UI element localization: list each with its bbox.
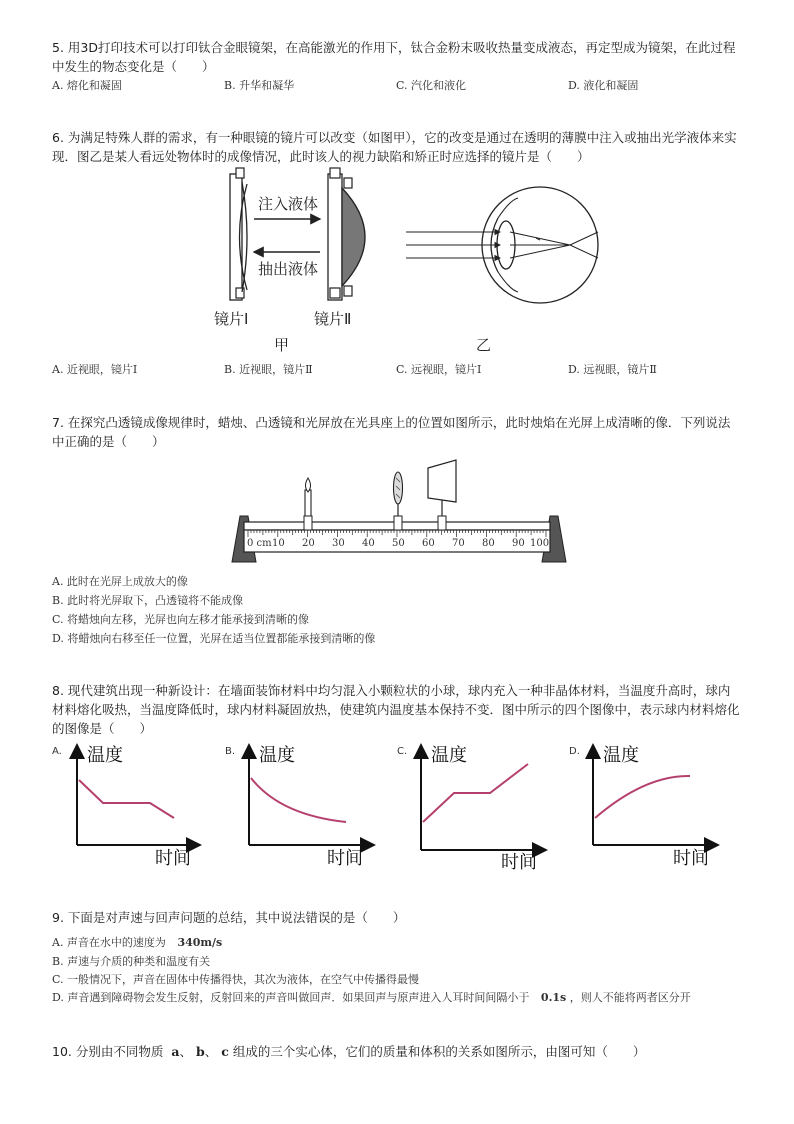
q6-options [52, 361, 742, 377]
graph-d [569, 745, 718, 869]
q6-option-d[interactable]: D. 远视眼，镜片Ⅱ [568, 363, 657, 376]
q10-a: a [171, 1044, 180, 1059]
question-8 [52, 681, 742, 738]
q9-option-a-text: A. 声音在水中的速度为 [52, 936, 166, 949]
q7-option-a[interactable]: A. 此时在光屏上成放大的像 [52, 575, 188, 588]
graph-d-ylabel: 温度 [603, 745, 639, 766]
ruler-label-20: 20 [302, 538, 315, 549]
ruler-label-50: 50 [392, 538, 405, 549]
q6-stem: 6. 为满足特殊人群的需求，有一种眼镜的镜片可以改变（如图甲），它的改变是通过在透明的薄膜中注入或抽出光学液体来实现．图乙是某人看远处物体时的成像情况，此时该人的视力缺陷和矫正时应选择的镜片是（ ） [52, 130, 737, 164]
graph-a-letter: A. [52, 746, 62, 757]
q8-graphs [0, 735, 794, 875]
q5-stem: 5. 用3D打印技术可以打印钛合金眼镜架，在高能激光的作用下，钛合金粉末吸收热量变成液态，再定型成为镜架，在此过程中发生的物态变化是（ ） [52, 40, 736, 74]
graph-d-letter: D. [569, 746, 580, 757]
graph-a-xlabel: 时间 [155, 848, 191, 869]
q9-option-a-value: 340m/s [177, 936, 223, 949]
ruler-label-60: 60 [422, 538, 435, 549]
q7-optical-bench [0, 450, 794, 570]
q10-stem [52, 1042, 742, 1061]
ruler-unit: 0 cm [247, 538, 272, 549]
q9-option-a[interactable] [52, 933, 222, 952]
q7-option-b[interactable]: B. 此时将光屏取下，凸透镜将不能成像 [52, 594, 244, 607]
graph-c-xlabel: 时间 [501, 852, 537, 873]
candle [304, 478, 312, 530]
ruler-label-80: 80 [482, 538, 495, 549]
figure-jia-label: 甲 [274, 336, 290, 354]
lens-1-drawing [230, 168, 247, 300]
q10-sep2: 、 [204, 1044, 218, 1059]
q9-option-d-suffix: ，则人不能将两者区分开 [569, 991, 691, 1004]
extract-label: 抽出液体 [258, 260, 319, 278]
question-9 [52, 908, 742, 1004]
graph-b-curve [251, 778, 346, 822]
convex-lens [394, 472, 403, 530]
ruler-label-30: 30 [332, 538, 345, 549]
q9-option-d-value: 0.1s [540, 991, 567, 1004]
graph-b-xlabel: 时间 [327, 848, 363, 869]
ruler-label-70: 70 [452, 538, 465, 549]
q10-suffix: 组成的三个实心体，它们的质量和体积的关系如图所示，由图可知（ ） [232, 1044, 646, 1059]
ruler-label-40: 40 [362, 538, 375, 549]
question-7 [52, 413, 742, 451]
q6-figure [0, 0, 794, 360]
graph-a-ylabel: 温度 [87, 745, 123, 766]
lens-2-label: 镜片Ⅱ [314, 310, 352, 328]
q10-prefix: 10. 分别由不同物质 [52, 1044, 164, 1059]
figure-yi-label: 乙 [476, 336, 492, 354]
ruler-label-100: 100 [530, 538, 550, 549]
q9-option-d-text: D. 声音遇到障碍物会发生反射，反射回来的声音叫做回声．如果回声与原声进入人耳时间间隔小于 [52, 991, 530, 1004]
graph-a [52, 745, 200, 869]
graph-c-curve [423, 764, 528, 822]
lens-1-label: 镜片Ⅰ [214, 310, 249, 328]
q10-b: b [195, 1044, 205, 1059]
q6-option-c[interactable]: C. 远视眼，镜片Ⅰ [396, 363, 482, 376]
q5-option-b[interactable]: B. 升华和凝华 [224, 79, 295, 92]
q9-stem: 9. 下面是对声速与回声问题的总结，其中说法错误的是（ ） [52, 910, 406, 925]
q9-option-b[interactable]: B. 声速与介质的种类和温度有关 [52, 955, 211, 968]
graph-c-ylabel: 温度 [431, 745, 467, 766]
ruler-label-10: 10 [272, 538, 285, 549]
lens-2-drawing [328, 168, 365, 300]
q10-c: c [221, 1044, 229, 1059]
graph-c-letter: C. [397, 746, 408, 757]
light-screen [428, 460, 456, 530]
q5-option-a[interactable]: A. 熔化和凝固 [52, 79, 122, 92]
graph-b [225, 745, 374, 869]
question-10 [52, 1042, 742, 1061]
q9-option-c[interactable]: C. 一般情况下，声音在固体中传播得快，其次为液体，在空气中传播得最慢 [52, 973, 420, 986]
graph-b-letter: B. [225, 746, 236, 757]
graph-b-ylabel: 温度 [259, 745, 295, 766]
graph-d-curve [595, 776, 690, 818]
q10-sep1: 、 [179, 1044, 192, 1059]
q7-stem: 7. 在探究凸透镜成像规律时，蜡烛、凸透镜和光屏放在光具座上的位置如图所示，此时烛焰在光屏上成清晰的像．下列说法中正确的是（ ） [52, 415, 731, 449]
ruler-label-90: 90 [512, 538, 525, 549]
q6-option-b[interactable]: B. 近视眼，镜片Ⅱ [224, 363, 313, 376]
inject-label: 注入液体 [258, 195, 319, 213]
q6-option-a[interactable]: A. 近视眼，镜片Ⅰ [52, 363, 138, 376]
eye-drawing [406, 187, 598, 303]
q5-option-c[interactable]: C. 汽化和液化 [396, 79, 467, 92]
q5-option-d[interactable]: D. 液化和凝固 [568, 79, 639, 92]
q7-option-d[interactable]: D. 将蜡烛向右移至任一位置，光屏在适当位置都能承接到清晰的像 [52, 632, 376, 645]
graph-d-xlabel: 时间 [673, 848, 709, 869]
q7-option-c[interactable]: C. 将蜡烛向左移，光屏也向左移才能承接到清晰的像 [52, 613, 310, 626]
graph-c [397, 745, 546, 873]
q9-option-d[interactable] [52, 988, 691, 1007]
graph-a-curve [79, 780, 174, 818]
q8-stem: 8. 现代建筑出现一种新设计：在墙面装饰材料中均匀混入小颗粒状的小球，球内充入一种非晶体材料，当温度升高时，球内材料熔化吸热，当温度降低时，球内材料凝固放热，使建筑内温度基本保持不变．图中所示的四个图像中，表示球内材料熔化的图像是（ ） [52, 683, 740, 736]
